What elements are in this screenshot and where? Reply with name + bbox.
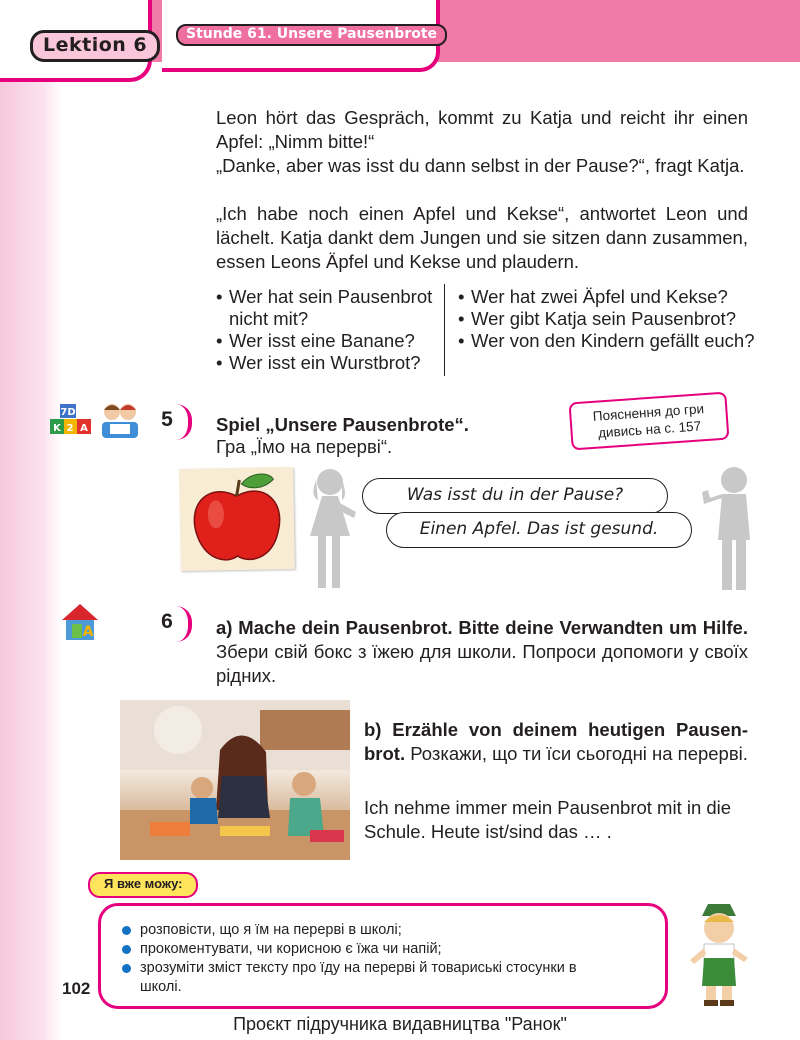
svg-text:A: A: [80, 423, 88, 434]
task-6-number: 6: [154, 606, 192, 642]
task-6b-example: Ich nehme immer mein Pausenbrot mit in die Schule. Heute ist/sind das … .: [364, 797, 732, 842]
task-5-title: Spiel „Unsere Pausenbrote“.: [216, 414, 469, 435]
svg-text:2: 2: [66, 423, 74, 434]
page-margin-strip: [0, 0, 62, 1040]
apple-icon: [179, 467, 295, 571]
can-do-item: прокоментувати, чи корисною є їжа чи напій;: [120, 940, 620, 959]
apple-card: [179, 467, 295, 571]
task-6a-heading: a) Mache dein Pausenbrot. Bitte deine Verwandten um Hilfe.: [216, 617, 748, 638]
svg-text:7D: 7D: [60, 407, 76, 418]
note-line: Пояснення до гри: [592, 401, 705, 424]
lektion-badge: Lektion 6: [30, 30, 160, 62]
question-item: • Wer isst eine Banane?: [216, 330, 442, 352]
lesson-title: Stunde 61. Unsere Pausenbrote: [176, 24, 447, 46]
question-divider: [444, 284, 445, 376]
can-do-label: Я вже можу:: [88, 872, 198, 898]
girl-silhouette: [300, 466, 364, 590]
questions-left: [216, 286, 442, 374]
task-6b-instruction: Розкажи, що ти їси сьогодні на перерві.: [405, 743, 748, 764]
can-do-item: зрозуміти зміст тексту про їду на перерві й товариські стосунки в школі.: [120, 959, 620, 997]
game-rules-note: [569, 392, 730, 451]
boy-silhouette: [696, 464, 762, 592]
speech-bubble-answer: Einen Apfel. Das ist gesund.: [386, 512, 692, 548]
story-paragraph-1: Leon hört das Gespräch, kommt zu Katja und reicht ihr einen Apfel: „Nimm bitte!“: [216, 107, 748, 152]
footer-publisher: Проєкт підручника видавництва "Ранок": [233, 1014, 567, 1034]
page-number: 102: [62, 979, 91, 998]
task-6a-instruction: Збери свій бокс з їжею для школи. Попроси допомоги у своїх рідних.: [216, 641, 748, 686]
letter-blocks-icon: [50, 404, 92, 436]
story-paragraph-3: „Ich habe noch einen Apfel und Kekse“, antwortet Leon und lächelt. Katja dankt dem Jungen und sie sitzen dann zusammen, essen Leons Äpfel und Kekse und plaudern.: [216, 203, 748, 272]
question-item: • Wer hat sein Pausenbrot nicht mit?: [216, 286, 442, 330]
task-6b-text: [364, 718, 748, 766]
can-do-item: розповісти, що я їм на перерві в школі;: [120, 921, 620, 940]
question-item: • Wer gibt Katja sein Pausenbrot?: [458, 308, 758, 330]
speech-bubble-question: Was isst du in der Pause?: [362, 478, 668, 514]
story-paragraph-2: „Danke, aber was isst du dann selbst in der Pause?“, fragt Katja.: [216, 155, 745, 176]
note-line: дивись на с. 157: [597, 418, 702, 441]
questions-right: [458, 286, 758, 352]
kids-reading-icon: [98, 400, 142, 440]
task-5-subtitle: Гра „Їмо на перерві“.: [216, 436, 393, 457]
can-do-list: [120, 921, 620, 997]
task-5-number: 5: [154, 404, 192, 440]
task-6a-text: [216, 616, 748, 688]
boy-mascot-icon: [684, 900, 754, 1008]
family-cooking-photo: [120, 700, 350, 860]
home-task-icon: [58, 602, 102, 642]
svg-text:A: A: [82, 624, 94, 640]
question-item: • Wer von den Kindern gefällt euch?: [458, 330, 758, 352]
task-6b-heading: b) Erzähle von deinem heutigen Pausen-brot.: [364, 719, 748, 764]
svg-text:K: K: [53, 423, 61, 434]
question-item: • Wer hat zwei Äpfel und Kekse?: [458, 286, 758, 308]
question-item: • Wer isst ein Wurstbrot?: [216, 352, 442, 374]
